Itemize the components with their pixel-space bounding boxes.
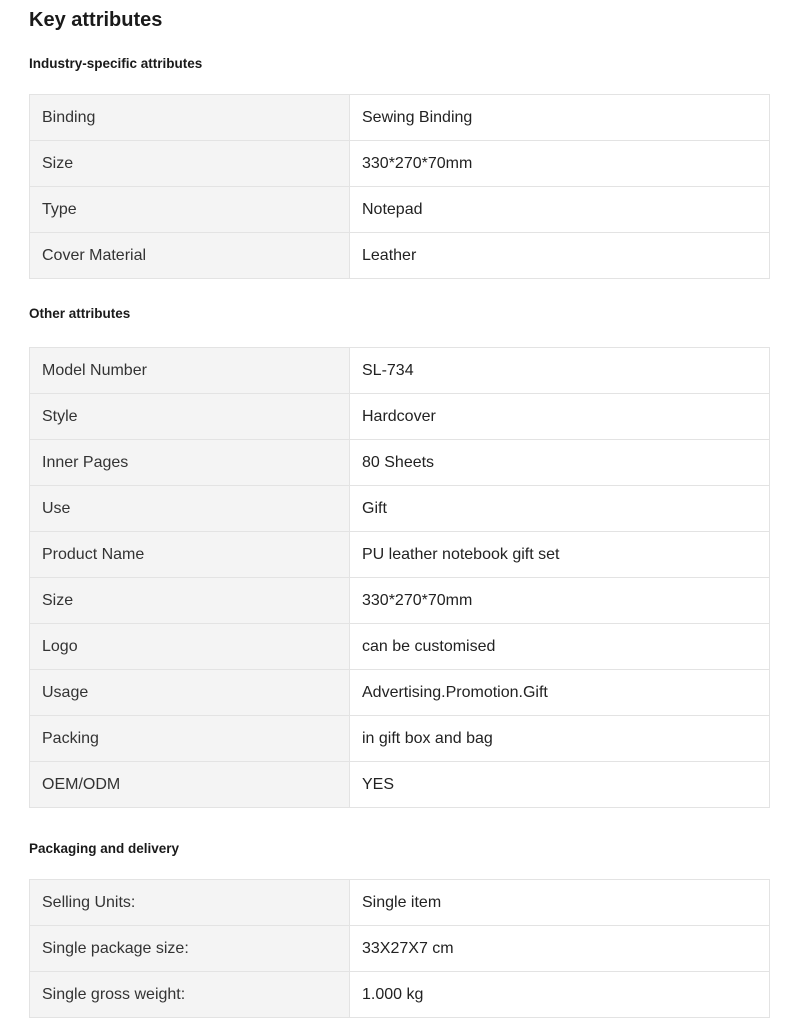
attribute-value: Gift bbox=[350, 486, 770, 532]
attribute-value: YES bbox=[350, 762, 770, 808]
table-row bbox=[30, 624, 770, 670]
attribute-value: 33X27X7 cm bbox=[350, 926, 770, 972]
attribute-key: Cover Material bbox=[30, 233, 350, 279]
table-row bbox=[30, 348, 770, 394]
other-attributes-table bbox=[29, 347, 770, 808]
attribute-key: Size bbox=[30, 578, 350, 624]
table-row bbox=[30, 187, 770, 233]
attribute-key: Logo bbox=[30, 624, 350, 670]
attribute-value: Leather bbox=[350, 233, 770, 279]
table-row bbox=[30, 762, 770, 808]
attribute-key: Single package size: bbox=[30, 926, 350, 972]
page-title: Key attributes bbox=[29, 9, 163, 31]
table-row bbox=[30, 880, 770, 926]
table-row bbox=[30, 532, 770, 578]
attribute-key: Product Name bbox=[30, 532, 350, 578]
table-row bbox=[30, 486, 770, 532]
attribute-key: Packing bbox=[30, 716, 350, 762]
attribute-key: Single gross weight: bbox=[30, 972, 350, 1018]
attribute-key: Use bbox=[30, 486, 350, 532]
attribute-value: Single item bbox=[350, 880, 770, 926]
table-row bbox=[30, 578, 770, 624]
attribute-value: 1.000 kg bbox=[350, 972, 770, 1018]
attribute-value: 330*270*70mm bbox=[350, 141, 770, 187]
attribute-value: PU leather notebook gift set bbox=[350, 532, 770, 578]
attribute-value: SL-734 bbox=[350, 348, 770, 394]
attribute-value: Notepad bbox=[350, 187, 770, 233]
table-row bbox=[30, 394, 770, 440]
attribute-value: 80 Sheets bbox=[350, 440, 770, 486]
attribute-key: Style bbox=[30, 394, 350, 440]
attribute-key: Type bbox=[30, 187, 350, 233]
table-row bbox=[30, 972, 770, 1018]
attribute-value: Sewing Binding bbox=[350, 95, 770, 141]
table-row bbox=[30, 716, 770, 762]
packaging-delivery-table bbox=[29, 879, 770, 1018]
attribute-key: Inner Pages bbox=[30, 440, 350, 486]
attribute-value: can be customised bbox=[350, 624, 770, 670]
attribute-value: 330*270*70mm bbox=[350, 578, 770, 624]
attribute-key: Usage bbox=[30, 670, 350, 716]
industry-specific-attributes-table bbox=[29, 94, 770, 279]
table-row bbox=[30, 233, 770, 279]
section-title-other: Other attributes bbox=[29, 306, 131, 321]
attribute-value: Advertising.Promotion.Gift bbox=[350, 670, 770, 716]
table-row bbox=[30, 141, 770, 187]
table-row bbox=[30, 440, 770, 486]
section-title-industry-specific: Industry-specific attributes bbox=[29, 56, 203, 71]
table-row bbox=[30, 926, 770, 972]
attribute-key: Size bbox=[30, 141, 350, 187]
table-row bbox=[30, 95, 770, 141]
attribute-key: Selling Units: bbox=[30, 880, 350, 926]
section-title-packaging-delivery: Packaging and delivery bbox=[29, 841, 180, 856]
attribute-key: OEM/ODM bbox=[30, 762, 350, 808]
attribute-key: Model Number bbox=[30, 348, 350, 394]
attribute-key: Binding bbox=[30, 95, 350, 141]
attribute-value: in gift box and bag bbox=[350, 716, 770, 762]
table-row bbox=[30, 670, 770, 716]
attribute-value: Hardcover bbox=[350, 394, 770, 440]
